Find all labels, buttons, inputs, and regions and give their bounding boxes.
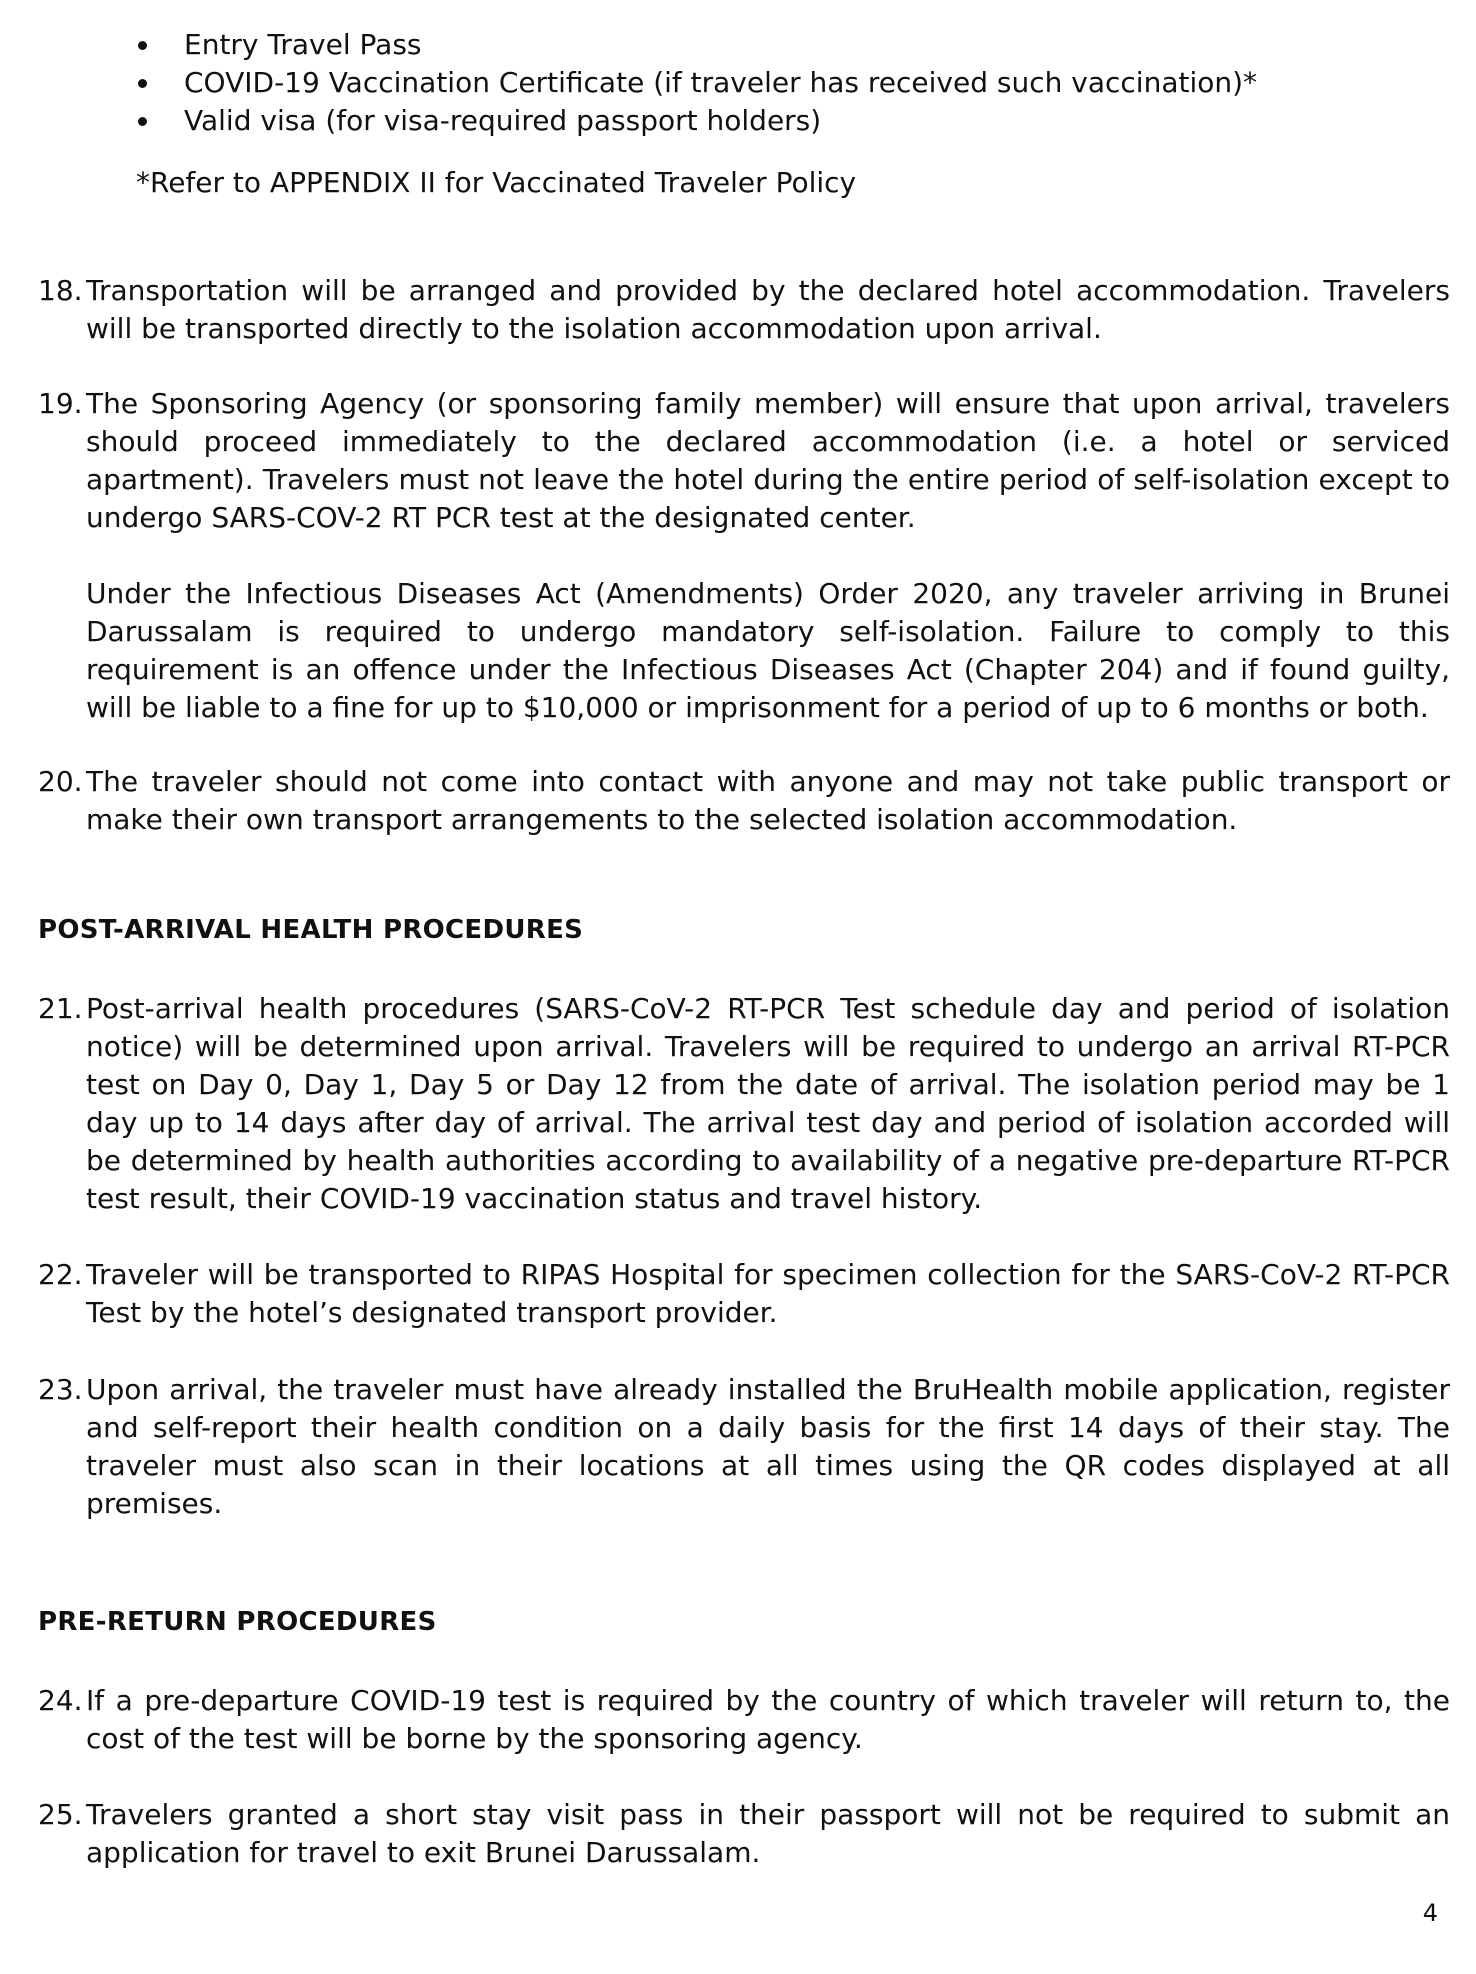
item-text: Traveler will be transported to RIPAS Hospital for specimen collection for the SARS-CoV-2 RT-PCR Test by the hotel’s designated transport provider. (86, 1258, 1450, 1329)
numbered-item-21 (38, 990, 1450, 1218)
numbered-item-24 (38, 1682, 1450, 1758)
numbered-item-25 (38, 1796, 1450, 1872)
numbered-item-22 (38, 1256, 1450, 1332)
numbered-item-20 (38, 763, 1450, 839)
numbered-item-19 (38, 385, 1450, 727)
item-text: Upon arrival, the traveler must have already installed the BruHealth mobile application, register and self-report their health condition on a daily basis for the first 14 days of their stay. The traveler must also scan in their locations at all times using the QR codes displayed at all premises. (86, 1373, 1450, 1520)
list-item-text: Valid visa (for visa-required passport holders) (184, 104, 822, 137)
page-number: 4 (1422, 1899, 1438, 1927)
list-item-text: Entry Travel Pass (184, 28, 422, 61)
item-text-continued: Under the Infectious Diseases Act (Amendments) Order 2020, any traveler arriving in Brunei Darussalam is required to undergo mandatory self-isolation. Failure to comply to this requirement is an offence under the Infectious Diseases Act (Chapter 204) and if found guilty, will be liable to a fine for up to $10,000 or imprisonment for a period of up to 6 months or both. (86, 577, 1450, 724)
post-arrival-heading: POST-ARRIVAL HEALTH PROCEDURES (38, 915, 584, 945)
bullet-icon (138, 41, 147, 50)
item-number: 24. (38, 1684, 83, 1717)
item-number: 25. (38, 1798, 83, 1831)
item-text: The Sponsoring Agency (or sponsoring family member) will ensure that upon arrival, travelers should proceed immediately to the declared accommodation (i.e. a hotel or serviced apartment). Travelers must not leave the hotel during the entire period of self-isolation except to undergo SARS-COV-2 RT PCR test at the designated center. (86, 387, 1450, 534)
item-text: The traveler should not come into contact with anyone and may not take public transport or make their own transport arrangements to the selected isolation accommodation. (86, 765, 1450, 836)
item-number: 20. (38, 765, 83, 798)
item-number: 23. (38, 1373, 83, 1406)
item-number: 19. (38, 387, 83, 420)
bullet-icon (138, 79, 147, 88)
item-text: Travelers granted a short stay visit pass in their passport will not be required to submit an application for travel to exit Brunei Darussalam. (86, 1798, 1450, 1869)
bullet-icon (138, 117, 147, 126)
item-number: 18. (38, 274, 83, 307)
item-text: If a pre-departure COVID-19 test is required by the country of which traveler will return to, the cost of the test will be borne by the sponsoring agency. (86, 1684, 1450, 1755)
list-item (136, 64, 1336, 102)
list-item-text: COVID-19 Vaccination Certificate (if traveler has received such vaccination)* (184, 66, 1258, 99)
item-text: Transportation will be arranged and provided by the declared hotel accommodation. Travelers will be transported directly to the isolation accommodation upon arrival. (86, 274, 1450, 345)
required-documents-list (136, 26, 1336, 140)
item-number: 22. (38, 1258, 83, 1291)
appendix-note: *Refer to APPENDIX II for Vaccinated Traveler Policy (136, 166, 857, 199)
item-number: 21. (38, 992, 83, 1025)
numbered-item-18 (38, 272, 1450, 348)
list-item (136, 26, 1336, 64)
list-item (136, 102, 1336, 140)
pre-return-heading: PRE-RETURN PROCEDURES (38, 1607, 437, 1637)
numbered-item-23 (38, 1371, 1450, 1523)
item-text: Post-arrival health procedures (SARS-CoV-2 RT-PCR Test schedule day and period of isolation notice) will be determined upon arrival. Travelers will be required to undergo an arrival RT-PCR test on Day 0, Day 1, Day 5 or Day 12 from the date of arrival. The isolation period may be 1 day up to 14 days after day of arrival. The arrival test day and period of isolation accorded will be determined by health authorities according to availability of a negative pre-departure RT-PCR test result, their COVID-19 vaccination status and travel history. (86, 992, 1450, 1215)
